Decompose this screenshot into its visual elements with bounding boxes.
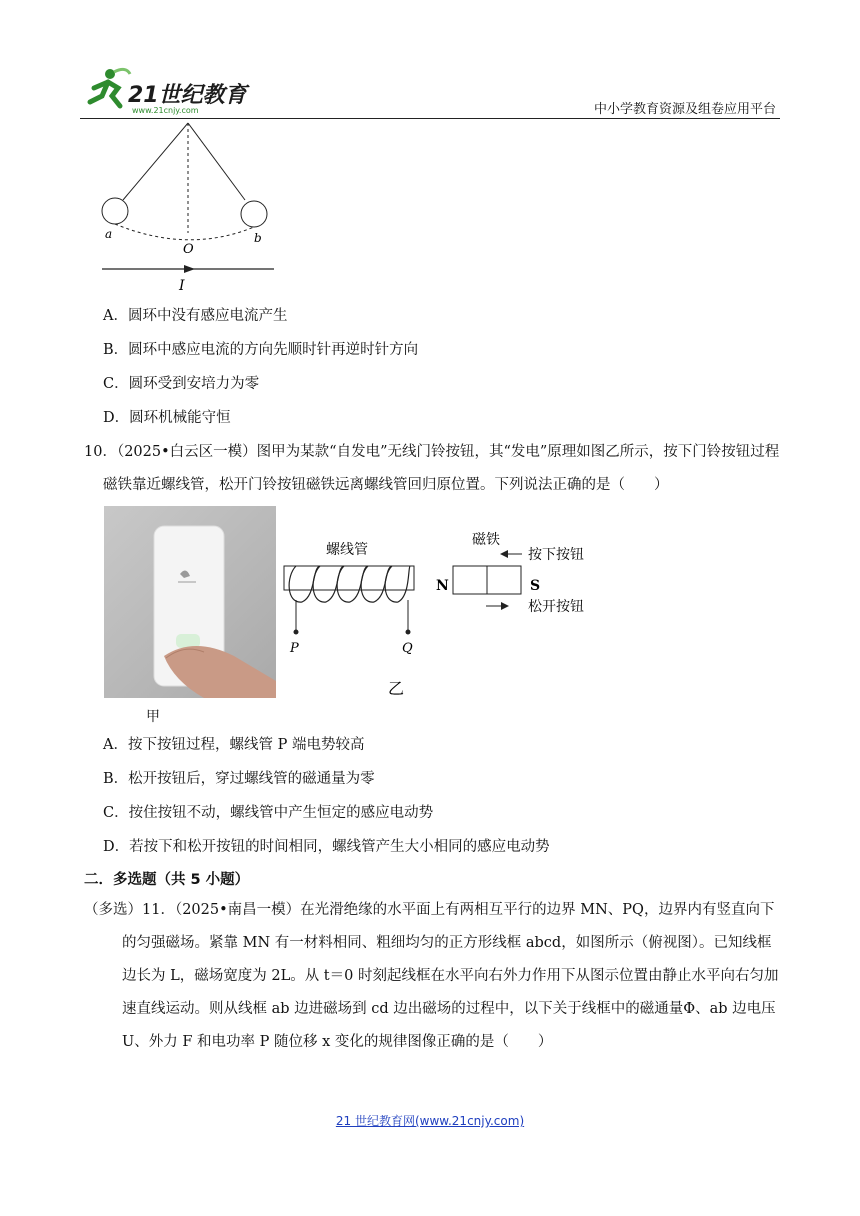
current-arrow-icon	[184, 265, 195, 273]
figure-jia-label: 甲	[146, 709, 160, 725]
solenoid-label: 螺线管	[326, 542, 368, 558]
section-heading: 二．多选题（共 5 小题）	[84, 872, 250, 888]
q11-stem: （多选）11．（2025•南昌一模）在光滑绝缘的水平面上有两相互平行的边界 MN、PQ，边界内有竖直向下的匀强磁场。紧靠 MN 有一材料相同、粗细均匀的正方形线框 abcd，如图所示（俯视图）。已知线框边长为 L，磁场宽度为 2L。从 t＝0 时刻起线框在水平向右外力作用下从图示位置由静止水平向右匀加速直线运动。则从线框 ab 边进磁场到 cd 边出磁场的过程中，以下关于线框中的磁通量Φ、ab 边电压 U、外力 F 和电功率 P 随位移 x 变化的规律图像正确的是（ ）	[84, 902, 779, 1050]
page-header	[80, 66, 780, 120]
terminal-q: Q	[402, 641, 413, 656]
ring-b	[241, 201, 267, 227]
pole-s: S	[530, 578, 541, 594]
ring-a	[102, 198, 128, 224]
magnet-label: 磁铁	[472, 532, 500, 548]
q9-option-d: D．圆环机械能守恒	[103, 410, 231, 426]
logo-url: www.21cnjy.com	[132, 106, 199, 115]
label-b: b	[254, 231, 262, 245]
press-arrow-icon	[500, 550, 508, 558]
platform-title: 中小学教育资源及组卷应用平台	[593, 102, 776, 117]
q9-option-b: B．圆环中感应电流的方向先顺时针再逆时针方向	[103, 342, 419, 358]
solenoid-magnet-diagram	[276, 506, 592, 702]
page-footer	[0, 1112, 860, 1129]
release-label: 松开按钮	[528, 599, 584, 615]
label-current: I	[179, 278, 185, 294]
solenoid-core	[284, 566, 414, 590]
logo	[80, 66, 260, 116]
runner-logo-icon	[90, 69, 130, 106]
q10-option-d: D．若按下和松开按钮的时间相同，螺线管产生大小相同的感应电动势	[103, 839, 550, 855]
press-label: 按下按钮	[528, 547, 584, 563]
doorbell-photo	[104, 506, 276, 698]
terminal-p: P	[290, 641, 299, 656]
q9-option-c: C．圆环受到安培力为零	[103, 376, 260, 392]
q10-stem: 10．（2025•白云区一模）图甲为某款“自发电”无线门铃按钮，其“发电”原理如图乙所示，按下门铃按钮过程磁铁靠近螺线管，松开门铃按钮磁铁远离螺线管回归原位置。下列说法正确的是（ ）	[84, 444, 780, 493]
release-arrow-icon	[501, 602, 509, 610]
q10-option-c: C．按住按钮不动，螺线管中产生恒定的感应电动势	[103, 805, 434, 821]
footer-link[interactable]: 21 世纪教育网(www.21cnjy.com)	[335, 1114, 525, 1128]
label-a: a	[105, 227, 113, 241]
figure-yi-label: 乙	[388, 679, 405, 698]
label-o: O	[183, 242, 194, 257]
q9-option-a: A．圆环中没有感应电流产生	[103, 308, 288, 324]
pendulum-figure	[92, 118, 292, 296]
q10-option-a: A．按下按钮过程，螺线管 P 端电势较高	[103, 737, 365, 753]
logo-text: 21世纪教育	[128, 83, 247, 108]
pole-n: N	[436, 578, 449, 594]
q10-option-b: B．松开按钮后，穿过螺线管的磁通量为零	[103, 771, 375, 787]
